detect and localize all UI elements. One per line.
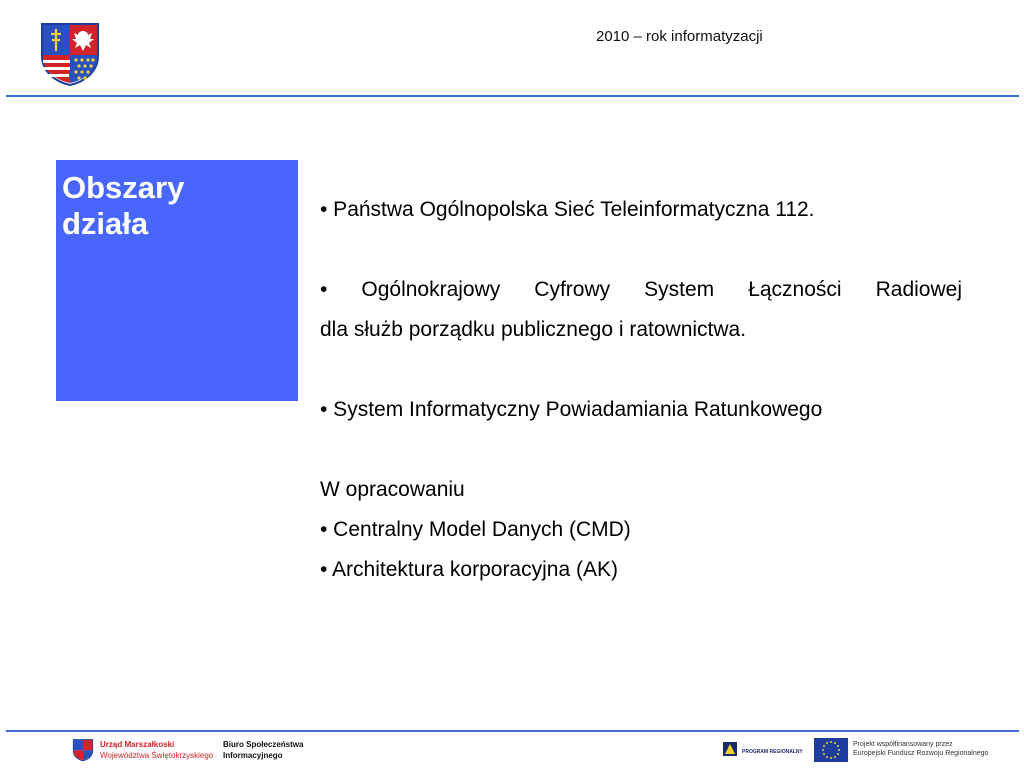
footer-divider bbox=[6, 730, 1019, 732]
program-label: PROGRAM REGIONALNY bbox=[742, 749, 803, 755]
footer-office-line2: Województwa Świętokrzyskiego bbox=[100, 751, 214, 760]
footer-office-line1: Urząd Marszałkoski bbox=[100, 740, 175, 749]
header-divider bbox=[6, 95, 1019, 97]
content-list bbox=[320, 190, 962, 590]
list-item-4: • Centralny Model Danych (CMD) bbox=[320, 518, 631, 541]
section-title-line1: Obszary bbox=[62, 170, 185, 205]
section-title bbox=[62, 170, 292, 242]
coat-of-arms-icon bbox=[38, 22, 102, 86]
spacer bbox=[320, 430, 962, 470]
list-item-5: • Architektura korporacyjna (AK) bbox=[320, 558, 618, 581]
eu-funding-line2: Europejski Fundusz Rozwoju Regionalnego bbox=[853, 750, 989, 757]
header-title: 2010 – rok informatyzacji bbox=[596, 28, 763, 45]
spacer bbox=[320, 230, 962, 270]
spacer bbox=[320, 350, 962, 390]
program-regionalny-logo bbox=[723, 740, 807, 760]
list-item-2-line2: dla służb porządku publicznego i ratownictwa. bbox=[320, 318, 747, 341]
eu-funding-line1: Projekt współfinansowany przez bbox=[853, 741, 953, 748]
footer-bureau-line1: Biuro Społeczeństwa bbox=[223, 740, 304, 749]
footer-bureau-line2: Informacyjnego bbox=[223, 751, 283, 760]
coat-of-arms-icon bbox=[72, 739, 94, 761]
eu-flag-icon bbox=[814, 738, 848, 762]
list-item-2-line1: • Ogólnokrajowy Cyfrowy System Łączności Radiowej bbox=[320, 278, 962, 301]
list-item-3: • System Informatyczny Powiadamiania Ratunkowego bbox=[320, 398, 823, 421]
section-title-line2: działa bbox=[62, 206, 149, 241]
list-item-1: • Państwa Ogólnopolska Sieć Teleinformatyczna 112. bbox=[320, 198, 815, 221]
subheading: W opracowaniu bbox=[320, 478, 465, 501]
